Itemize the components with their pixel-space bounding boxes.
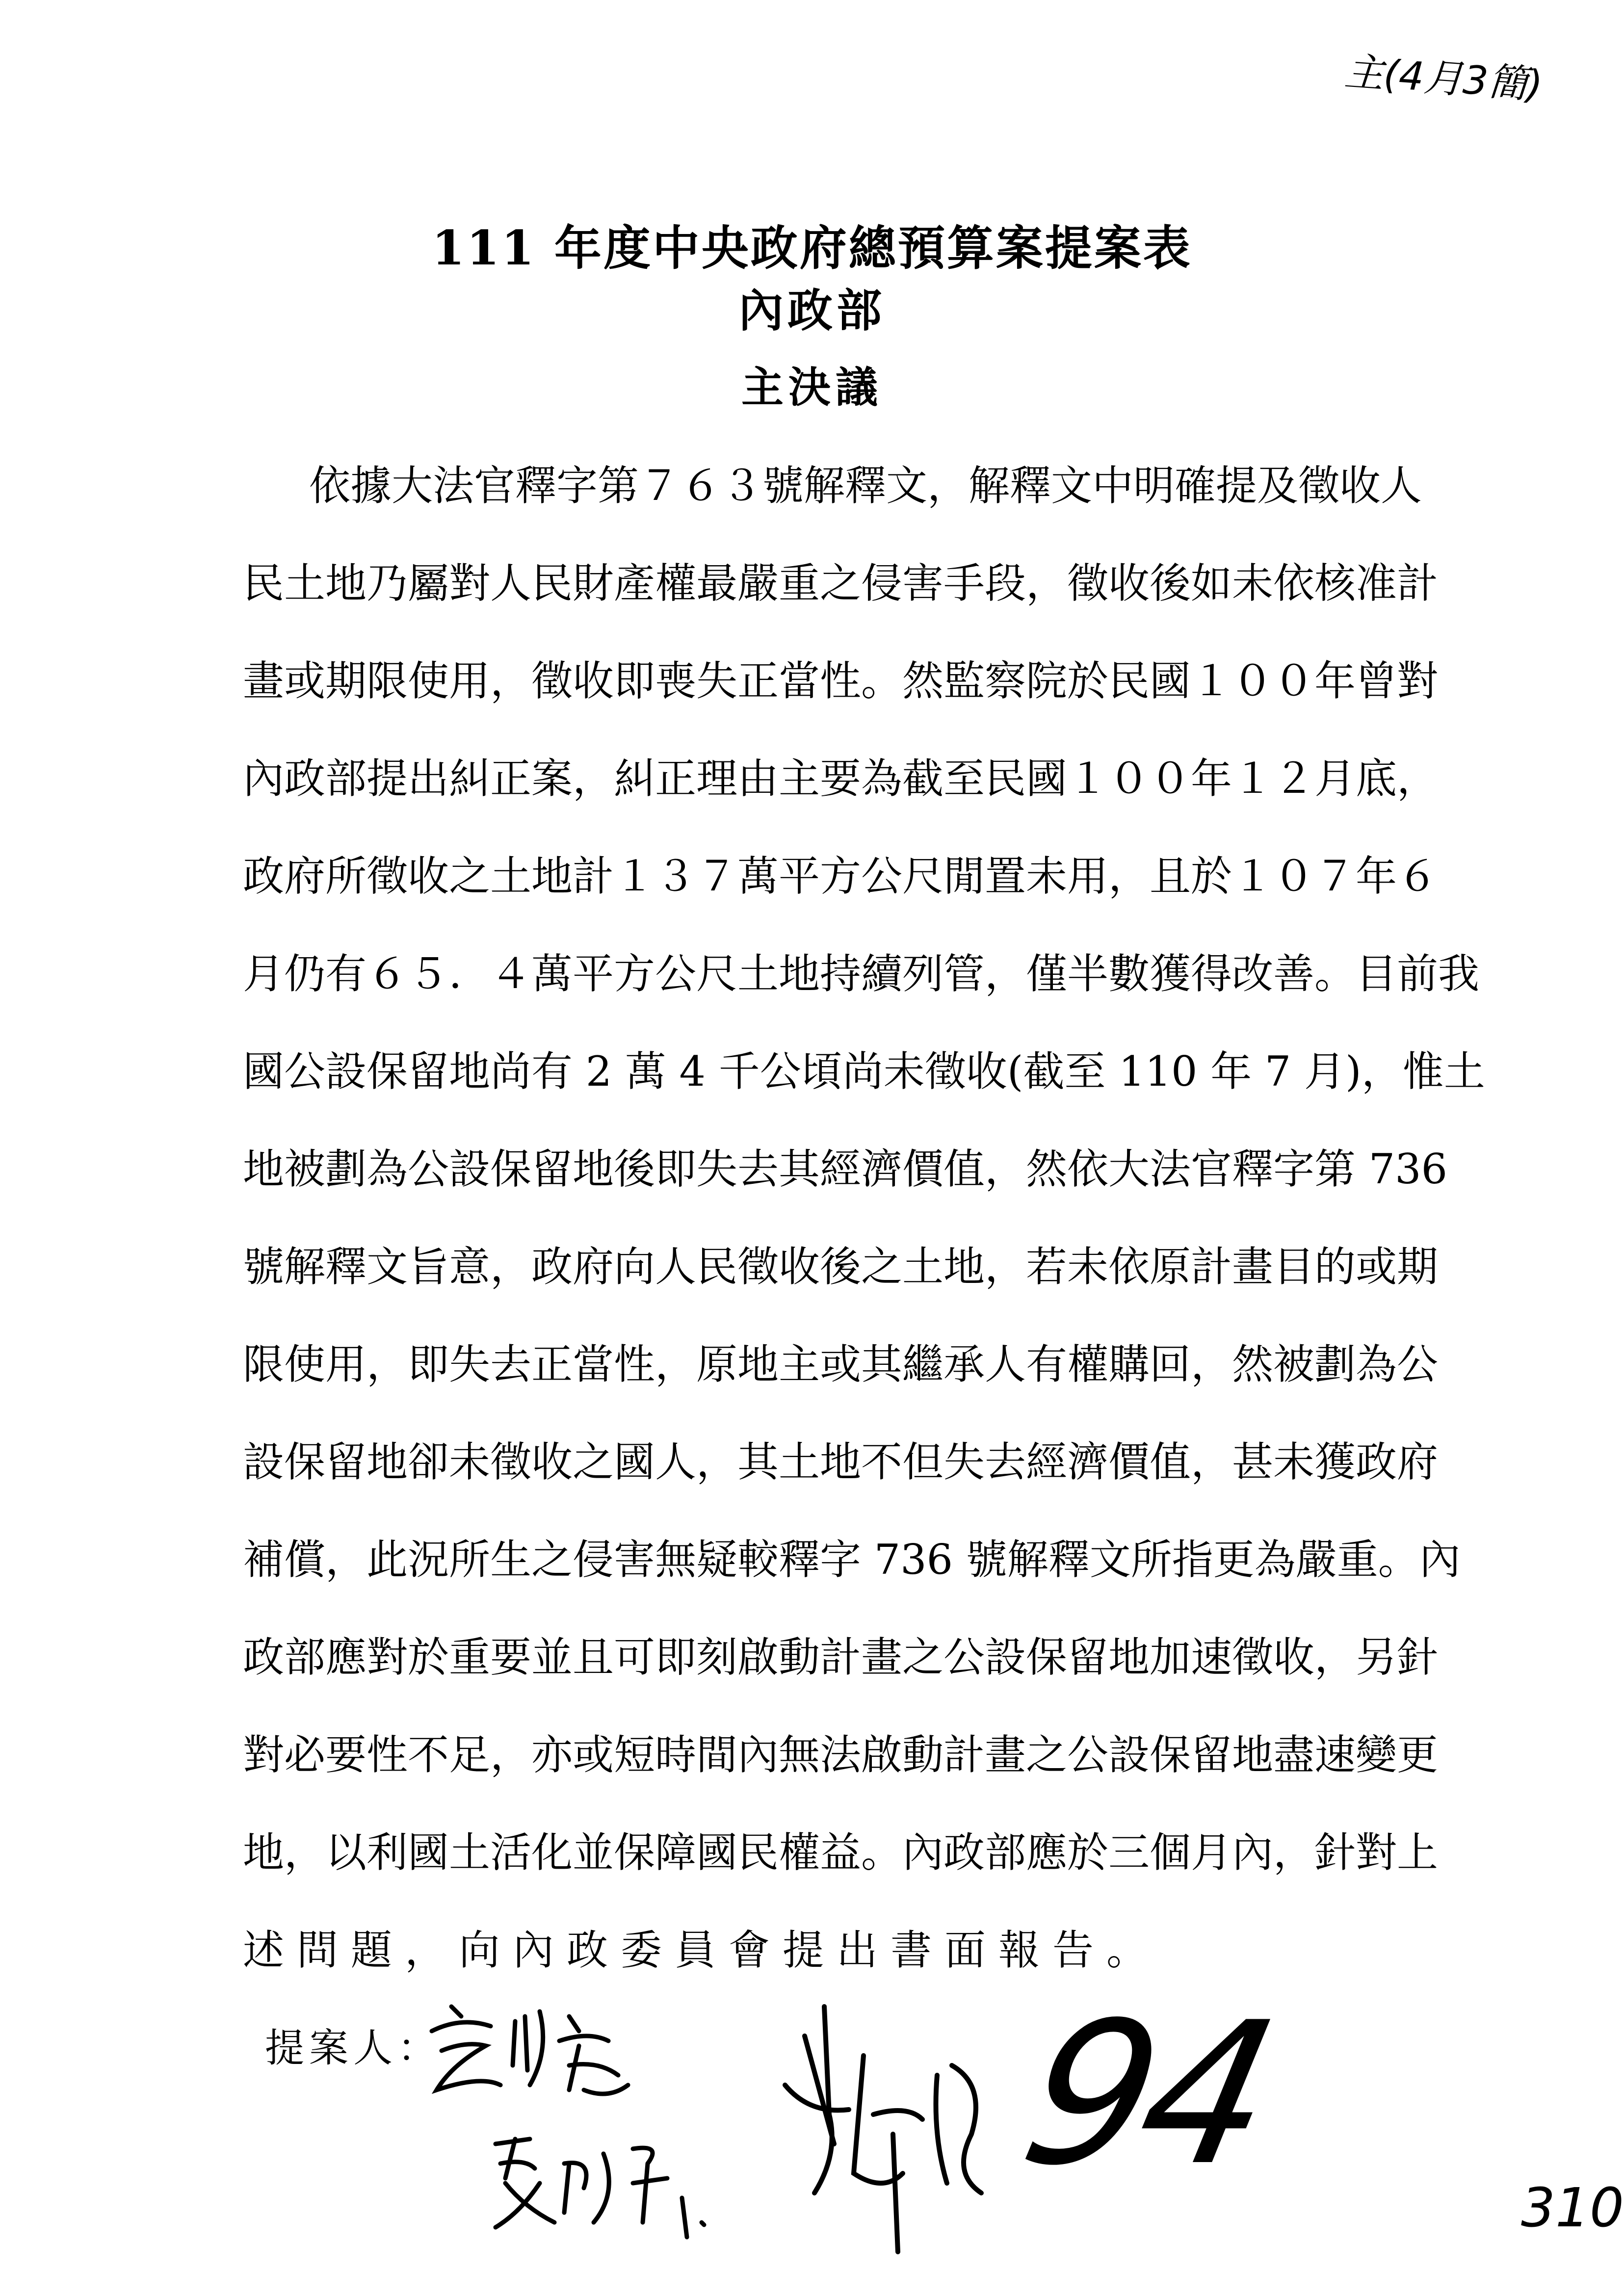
body-line: 地，以利國土活化並保障國民權益。內政部應於三個月內，針對上 <box>243 1828 1439 1877</box>
signature <box>486 2124 741 2242</box>
body-line: 國公設保留地尚有 2 萬 4 千公頃尚未徵收(截至 110 年 7 月)，惟土 <box>243 1047 1485 1096</box>
body-line: 依據大法官釋字第７６３號解釋文，解釋文中明確提及徵收人 <box>309 462 1422 510</box>
body-line: 設保留地卻未徵收之國人，其土地不但失去經濟價值，甚未獲政府 <box>243 1438 1439 1486</box>
handwritten-margin-note: 主(4月3簡) <box>1343 49 1545 108</box>
body-line: 號解釋文旨意，政府向人民徵收後之土地，若未依原計畫目的或期 <box>243 1243 1439 1291</box>
body-line: 地被劃為公設保留地後即失去其經濟價值，然依大法官釋字第 736 <box>243 1145 1448 1193</box>
ministry-name: 內政部 <box>738 284 886 337</box>
signature <box>775 1987 1030 2281</box>
signature <box>422 1992 697 2114</box>
handwritten-number: 94 <box>1006 1981 1285 2209</box>
body-line: 述問題，向內政委員會提出書面報告。 <box>243 1926 1161 1974</box>
section-heading: 主決議 <box>741 363 883 412</box>
document-title: 111 年度中央政府總預算案提案表 <box>432 220 1192 276</box>
body-line: 對必要性不足，亦或短時間內無法啟動計畫之公設保留地盡速變更 <box>243 1731 1439 1779</box>
body-line: 月仍有６５．４萬平方公尺土地持續列管，僅半數獲得改善。目前我 <box>243 950 1480 998</box>
body-line: 補償，此況所生之侵害無疑較釋字 736 號解釋文所指更為嚴重。內 <box>243 1536 1461 1584</box>
proposer-label: 提案人： <box>265 2025 442 2071</box>
body-line: 畫或期限使用，徵收即喪失正當性。然監察院於民國１００年曾對 <box>243 657 1439 705</box>
page-number: 310 <box>1521 2176 1624 2239</box>
body-line: 政部應對於重要並且可即刻啟動計畫之公設保留地加速徵收，另針 <box>243 1633 1439 1681</box>
body-line: 民土地乃屬對人民財產權最嚴重之侵害手段，徵收後如未依核准計 <box>243 559 1439 607</box>
body-line: 限使用，即失去正當性，原地主或其繼承人有權購回，然被劃為公 <box>243 1340 1439 1388</box>
body-line: 內政部提出糾正案，糾正理由主要為截至民國１００年１２月底， <box>243 755 1439 803</box>
body-line: 政府所徵收之土地計１３７萬平方公尺閒置未用，且於１０７年６ <box>243 852 1439 900</box>
